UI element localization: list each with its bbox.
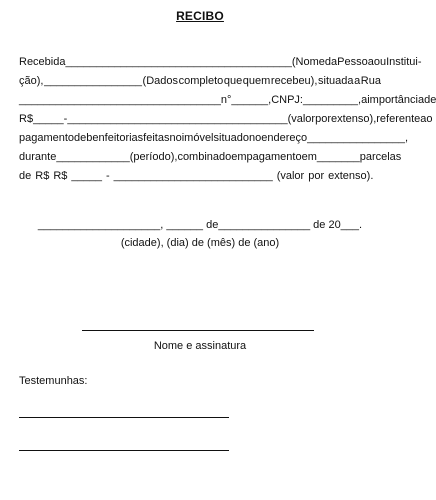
witnesses-label: Testemunhas: (19, 375, 88, 387)
body-line-1 (19, 53, 422, 72)
body-word: parcelas (359, 151, 402, 163)
body-line-4 (19, 110, 433, 129)
receipt-body (19, 53, 436, 186)
body-word: situada (318, 75, 354, 87)
body-word: n° (220, 94, 232, 106)
body-word: por (315, 113, 331, 125)
body-word: extenso), (331, 113, 377, 125)
body-word: endereço (261, 132, 308, 144)
body-word: (período), (129, 151, 178, 163)
body-word: Recebi (19, 56, 54, 68)
body-word: de (74, 132, 87, 144)
body-line-3 (19, 91, 436, 110)
body-word: (valor (287, 113, 316, 125)
body-word: ou (373, 56, 387, 68)
body-word: a (354, 75, 361, 87)
body-word: de (424, 94, 436, 106)
witness-signature-line-1 (19, 417, 229, 418)
body-word: recebeu), (270, 75, 318, 87)
body-word: extenso). (328, 170, 374, 182)
body-word: referente (376, 113, 421, 125)
body-word: (valor (276, 170, 305, 182)
body-word: CNPJ: (271, 94, 303, 106)
body-word: _________________________________ (19, 94, 221, 106)
date-place-line: ____________________, ______ de_______________ de 20___. (37, 219, 363, 231)
body-word: ao (420, 113, 433, 125)
body-word: _______ (316, 151, 360, 163)
body-word: ____________ (56, 151, 130, 163)
body-word: _____ (33, 113, 64, 125)
body-word: _________, (302, 94, 362, 106)
body-word: que (223, 75, 243, 87)
body-word: combinado (177, 151, 232, 163)
body-word: (Nome (291, 56, 325, 68)
body-word: Institui- (386, 56, 422, 68)
date-place-hint: (cidade), (dia) de (mês) de (ano) (120, 237, 280, 249)
body-word: imóvel (181, 132, 214, 144)
body-word: situado (213, 132, 249, 144)
signature-line (82, 330, 314, 331)
body-word: da (324, 56, 338, 68)
body-word: pagamento (19, 132, 75, 144)
body-word: por (308, 170, 325, 182)
body-word: ________________, (307, 132, 409, 144)
body-word: quem (242, 75, 271, 87)
body-word: R$ (53, 170, 68, 182)
witness-signature-line-2 (19, 450, 229, 451)
body-word: Rua (360, 75, 381, 87)
body-word: feitas (143, 132, 170, 144)
body-word: completo (178, 75, 224, 87)
body-word: em (301, 151, 317, 163)
body-word: no (249, 132, 262, 144)
body-line-6 (19, 148, 402, 167)
body-word: Pessoa (337, 56, 374, 68)
body-word: ______, (231, 94, 272, 106)
body-line-5 (19, 129, 409, 148)
body-word: _____ (71, 170, 102, 182)
body-word: R$ (35, 170, 50, 182)
body-word: __________________________ (113, 170, 273, 182)
body-word: a (361, 94, 368, 106)
body-word: ____________________________________ (67, 113, 288, 125)
signature-caption: Nome e assinatura (153, 340, 247, 352)
body-word: benfeitorias (86, 132, 144, 144)
body-word: (Dados (142, 75, 179, 87)
document-title: RECIBO (176, 9, 224, 23)
body-word: _____________________________________ (65, 56, 292, 68)
body-word: da (53, 56, 66, 68)
body-word: - (105, 170, 110, 182)
body-word: - (63, 113, 68, 125)
body-word: R$ (19, 113, 34, 125)
body-word: ________________ (44, 75, 142, 87)
body-word: de (19, 170, 32, 182)
body-word: pagamento (246, 151, 302, 163)
body-word: importância (367, 94, 425, 106)
body-word: no (169, 132, 182, 144)
body-word: ção), (19, 75, 44, 87)
body-word: durante (19, 151, 57, 163)
body-line-7 (19, 167, 381, 186)
body-word: em (231, 151, 247, 163)
body-line-2 (19, 72, 381, 91)
